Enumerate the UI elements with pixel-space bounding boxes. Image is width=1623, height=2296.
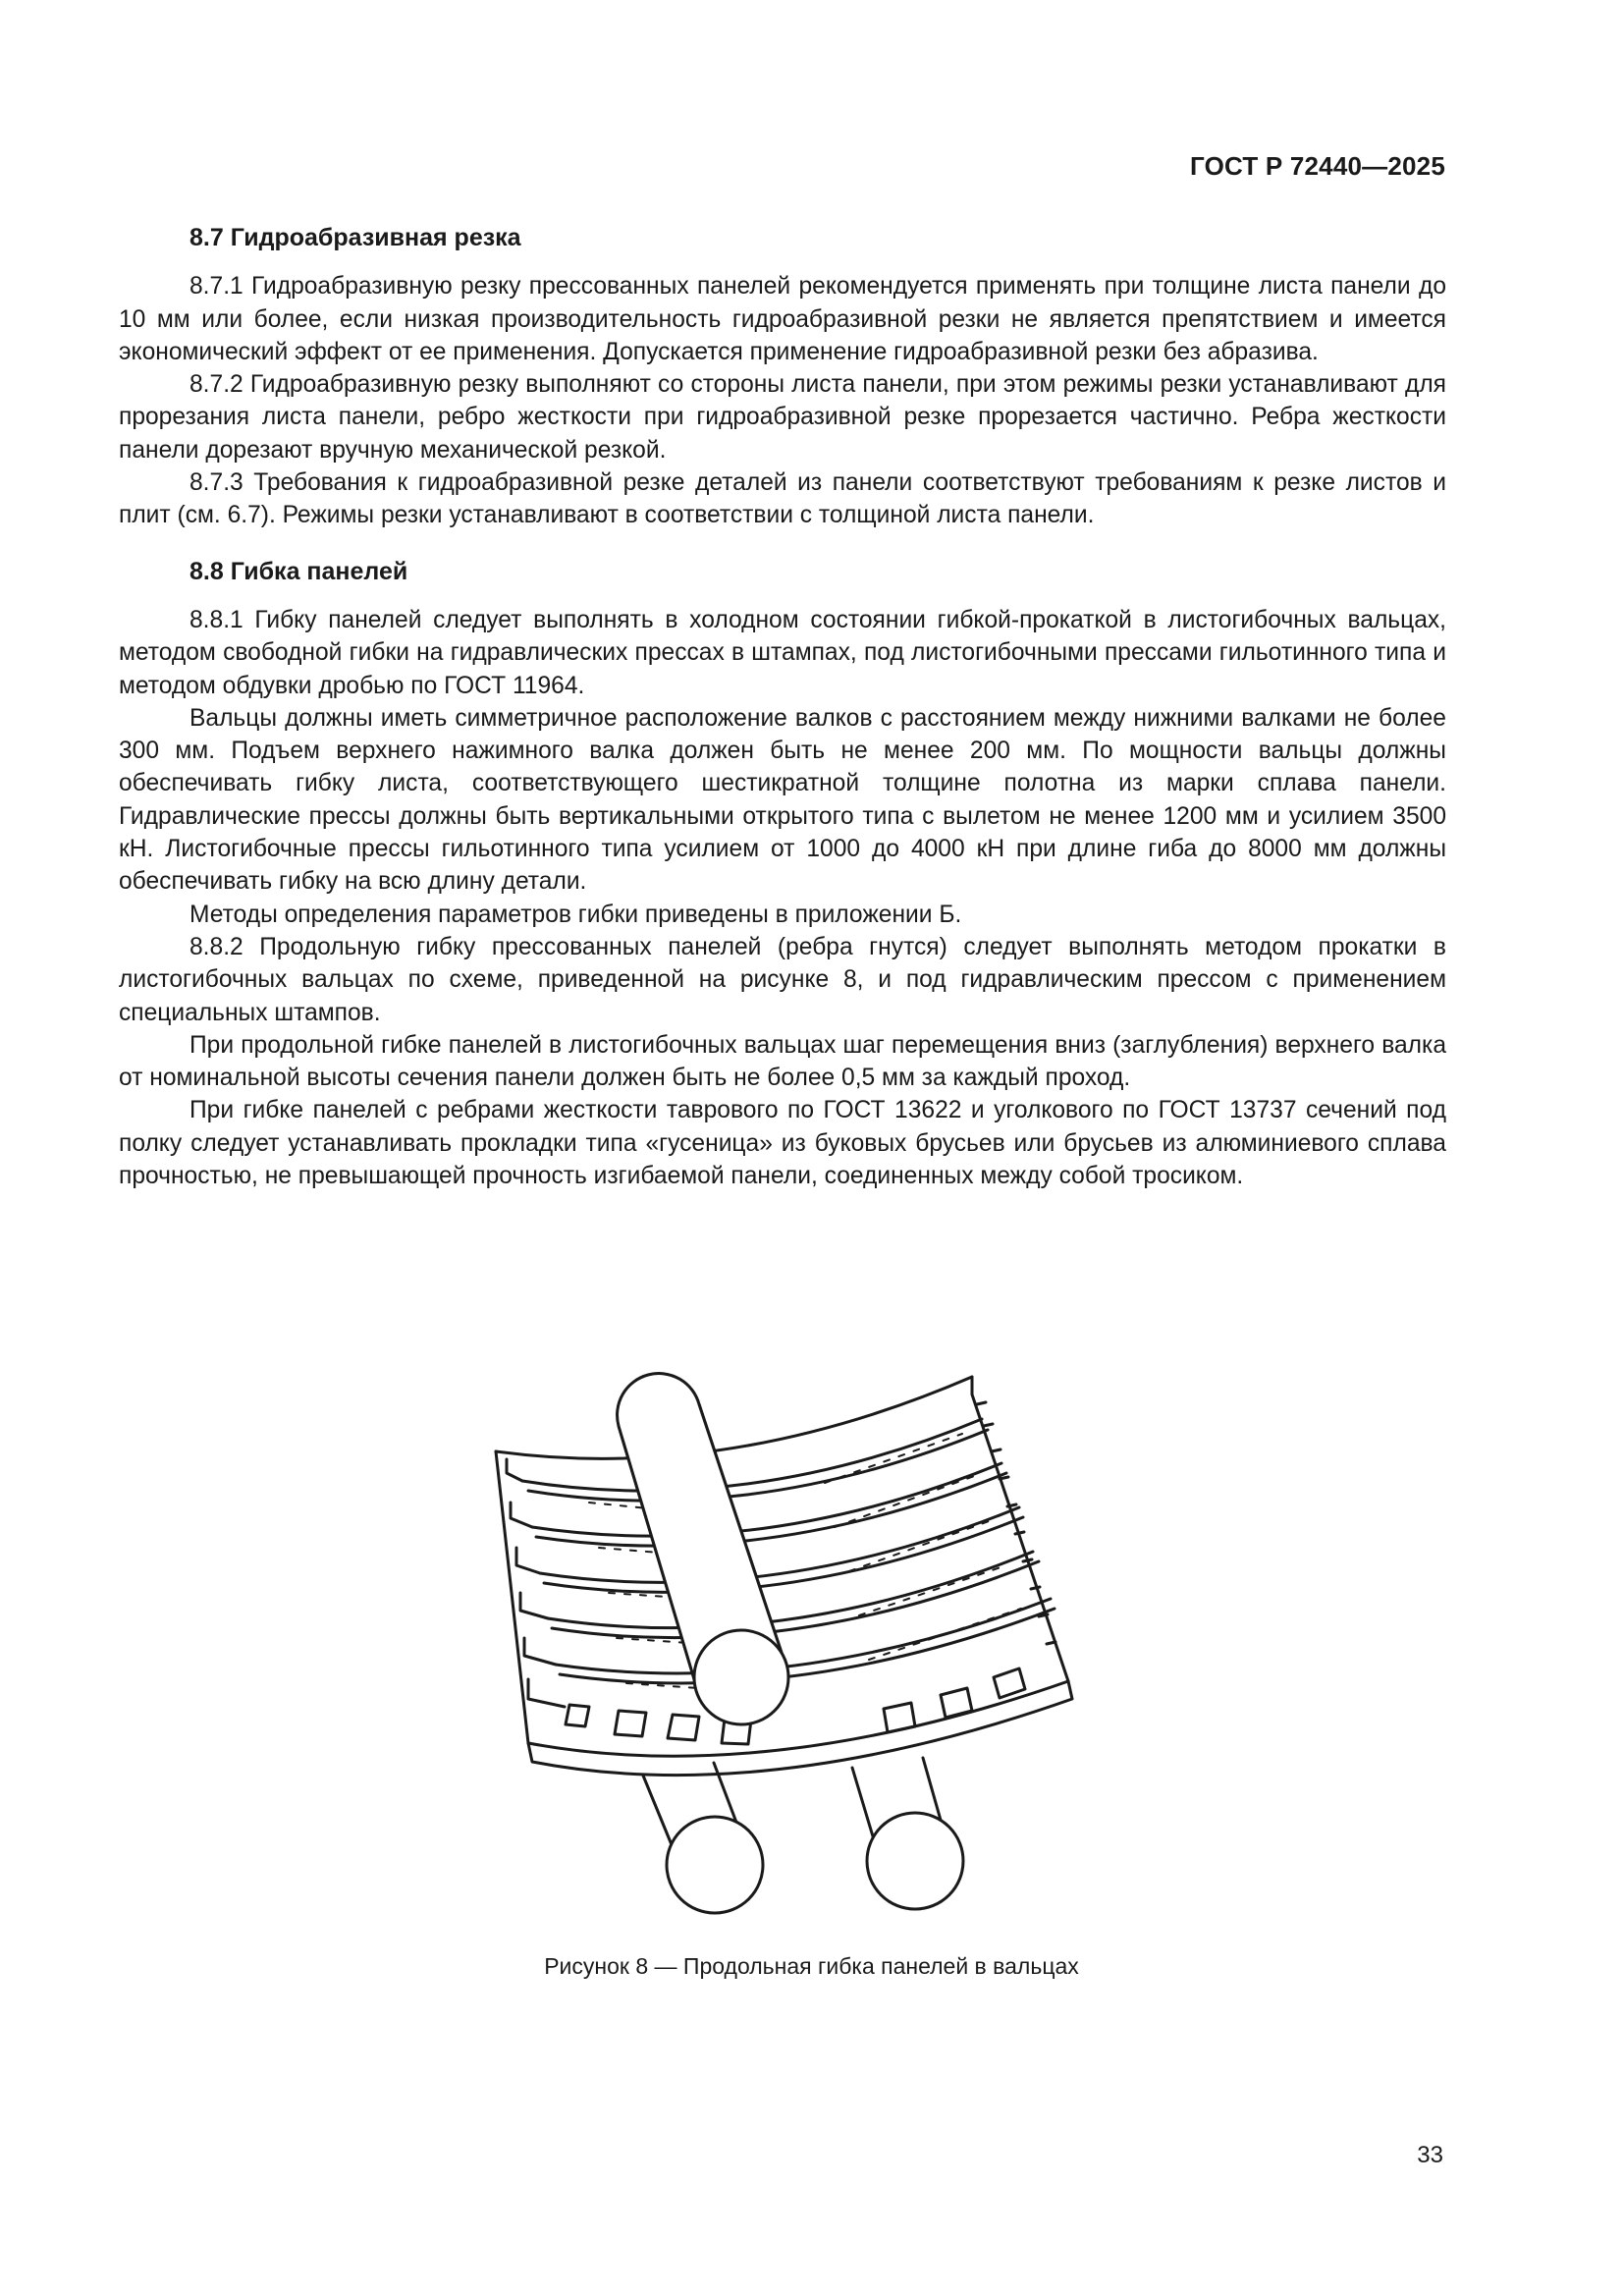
panel-bending-illustration — [471, 1365, 1109, 1915]
section-heading-8-8: 8.8 Гибка панелей — [189, 557, 408, 585]
lower-right-roller — [852, 1758, 963, 1909]
figure-panel-bending-rollers — [471, 1365, 1109, 1915]
section-heading-8-7: 8.7 Гидроабразивная резка — [189, 224, 521, 251]
paragraph-8-8-2: 8.8.2 Продольную гибку прессованных панелей (ребра гнутся) следует выполнять методом прокатки в листогибочных вальцах по схеме, приведенной на рисунке 8, и под гидравлическим прессом с применением специальных штампов. — [119, 933, 1446, 1026]
paragraph-8-7-2: 8.7.2 Гидроабразивную резку выполняют со стороны листа панели, при этом режимы резки устанавливают для прорезания листа панели, ребро жесткости при гидроабразивной резке прорезается частично. Ребра жесткости панели дорезают вручную механической резкой. — [119, 371, 1446, 464]
paragraph-caterpillar-spacers: При гибке панелей с ребрами жесткости таврового по ГОСТ 13622 и уголкового по ГОСТ 13737 сечений под полку следует устанавливать прокладки типа «гусеница» из буковых брусьев или брусьев из алюминиевого сплава прочностью, не превышающей прочность изгибаемой панели, соединенных между собой тросиком. — [119, 1097, 1446, 1190]
paragraph-8-8-1: 8.8.1 Гибку панелей следует выполнять в холодном состоянии гибкой-прокаткой в листогибочных вальцах, методом свободной гибки на гидравлических прессах в штампах, под листогибочными прессами гильотинного типа и методом обдувки дробью по ГОСТ 11964. — [119, 606, 1446, 699]
lower-left-roller — [643, 1763, 763, 1913]
paragraph-methods-reference: Методы определения параметров гибки приведены в приложении Б. — [189, 901, 962, 928]
figure-caption: Рисунок 8 — Продольная гибка панелей в вальцах — [544, 1953, 1079, 1979]
paragraph-roller-step: При продольной гибке панелей в листогибочных вальцах шаг перемещения вниз (заглубления) верхнего валка от номинальной высоты сечения панели должен быть не более 0,5 мм за каждый проход. — [119, 1031, 1446, 1092]
main-content — [119, 222, 1446, 1192]
page-number: 33 — [1417, 2142, 1443, 2168]
document-code: ГОСТ Р 72440—2025 — [1190, 151, 1445, 181]
paragraph-rollers-requirements: Вальцы должны иметь симметричное расположение валков с расстоянием между нижними валками не более 300 мм. Подъем верхнего нажимного валка должен быть не менее 200 мм. По мощности вальцы должны обеспечивать гибку листа, соответствующего шестикратной толщине полотна из марки сплава панели. Гидравлические прессы должны быть вертикальными открытого типа с вылетом не менее 1200 мм и усилием 3500 кН. Листогибочные прессы гильотинного типа усилием от 1000 до 4000 кН при длине гиба до 8000 мм должны обеспечивать гибку на всю длину детали. — [119, 704, 1446, 896]
paragraph-8-7-1: 8.7.1 Гидроабразивную резку прессованных панелей рекомендуется применять при толщине листа панели до 10 мм или более, если низкая производительность гидроабразивной резки не является препятствием и имеется экономический эффект от ее применения. Допускается применение гидроабразивной резки без абразива. — [119, 273, 1446, 365]
paragraph-8-7-3: 8.7.3 Требования к гидроабразивной резке деталей из панели соответствуют требованиям к резке листов и плит (см. 6.7). Режимы резки устанавливают в соответствии с толщиной листа панели. — [119, 469, 1446, 529]
curved-panel — [496, 1377, 1072, 1776]
